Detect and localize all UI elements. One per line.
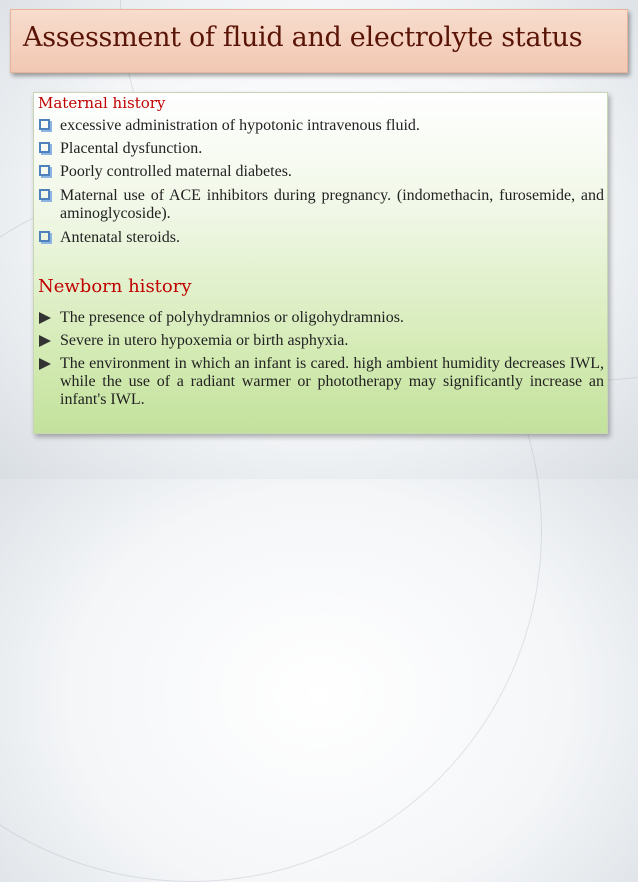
arrow-icon [38,332,60,350]
slide-title: Assessment of fluid and electrolyte status [23,22,583,53]
list-item-text: Poorly controlled maternal diabetes. [60,163,292,180]
arrow-icon [38,309,60,327]
list-item [38,163,604,181]
content-panel [33,92,608,434]
list-item-text: Antenatal steroids. [60,229,180,246]
list-item [38,355,604,409]
arrow-icon [38,355,60,373]
list-item [38,187,604,223]
list-item [38,309,604,327]
maternal-history-heading: Maternal history [38,94,166,112]
list-item [38,229,604,247]
checkbox-icon [38,229,60,247]
list-item-text: Maternal use of ACE inhibitors during pregnancy. (indomethacin, furosemide, and aminoglycoside). [60,187,604,222]
checkbox-icon [38,140,60,158]
list-item [38,117,604,135]
checkbox-icon [38,163,60,181]
checkbox-icon [38,187,60,205]
list-item-text: The presence of polyhydramnios or oligohydramnios. [60,309,404,326]
title-banner [10,9,628,73]
list-item [38,332,604,350]
newborn-history-heading: Newborn history [38,276,192,297]
list-item-text: The environment in which an infant is cared. high ambient humidity decreases IWL, while the use of a radiant warmer or phototherapy may significantly increase an infant's IWL. [60,355,604,408]
list-item-text: excessive administration of hypotonic intravenous fluid. [60,117,420,134]
checkbox-icon [38,117,60,135]
list-item-text: Placental dysfunction. [60,140,203,157]
list-item-text: Severe in utero hypoxemia or birth asphyxia. [60,332,349,349]
list-item [38,140,604,158]
